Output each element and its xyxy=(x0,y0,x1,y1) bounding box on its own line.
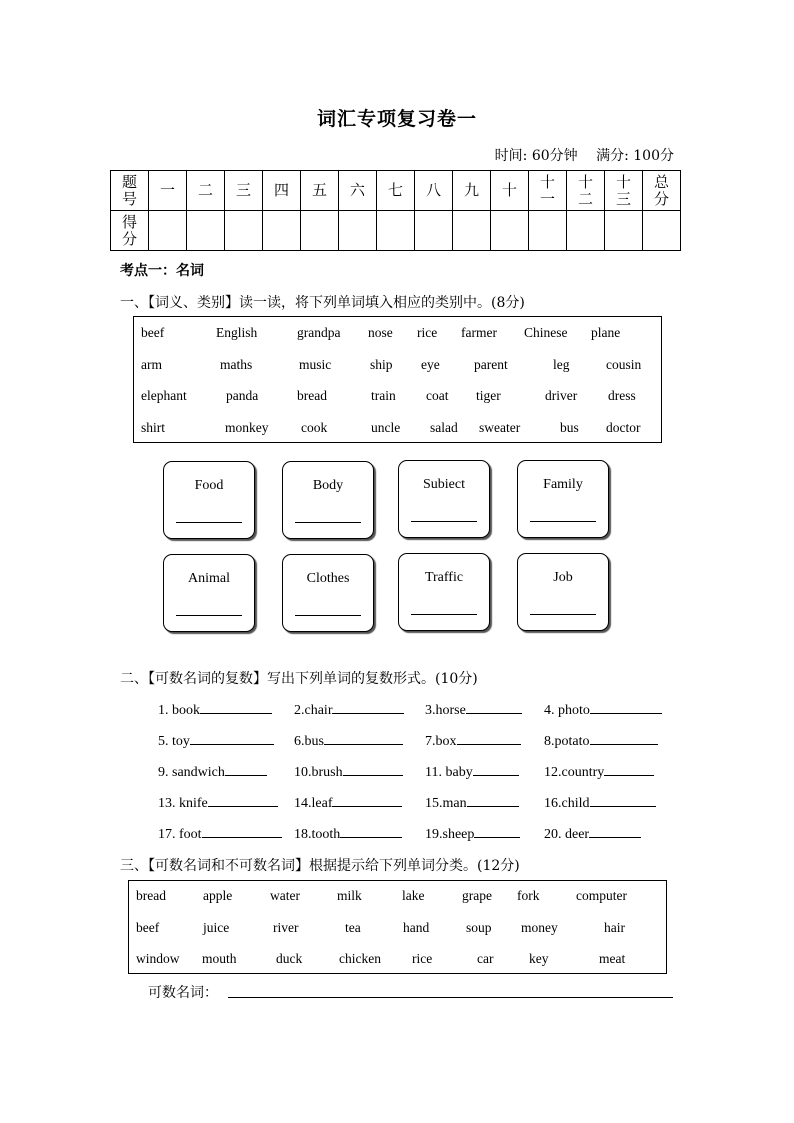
score-header-cell xyxy=(453,171,491,211)
category-answer-blank[interactable] xyxy=(295,615,361,616)
plural-word: 20. deer xyxy=(544,827,590,842)
word-item: grandpa xyxy=(297,325,341,340)
score-header-cell-char: 十 xyxy=(577,172,593,191)
word-item: money xyxy=(521,919,558,935)
plural-word: 12.country xyxy=(544,765,605,780)
word-item: sweater xyxy=(479,419,521,435)
plural-answer-blank[interactable] xyxy=(202,824,282,838)
plural-item xyxy=(158,762,267,781)
question-3-title: 三、【可数名词和不可数名词】根据提示给下列单词分类。(12分) xyxy=(120,858,520,874)
plural-item xyxy=(158,824,282,843)
plural-item xyxy=(425,700,522,719)
category-label: Job xyxy=(553,570,573,585)
score-input-cell[interactable] xyxy=(567,211,605,251)
plural-answer-blank[interactable] xyxy=(467,793,519,807)
category-label: Animal xyxy=(188,571,230,586)
word-item: rice xyxy=(417,325,438,340)
category-box xyxy=(517,460,609,538)
score-table xyxy=(110,170,681,251)
word-item: nose xyxy=(368,325,393,340)
word-item: tiger xyxy=(476,388,501,403)
score-header-cell-char: 一 xyxy=(539,189,555,208)
question-1-title: 一、【词义、类别】读一读，将下列单词填入相应的类别中。(8分) xyxy=(120,295,525,311)
plural-word: 4. photo xyxy=(544,703,590,718)
plural-item xyxy=(425,824,520,843)
word-item: plane xyxy=(591,325,621,340)
plural-word: 5. toy xyxy=(158,734,190,749)
plural-word: 2.chair xyxy=(294,703,333,718)
category-answer-blank[interactable] xyxy=(530,614,596,615)
word-item: bread xyxy=(297,388,327,403)
plural-answer-blank[interactable] xyxy=(332,793,402,807)
score-header-cell-char: 四 xyxy=(273,181,289,199)
category-box xyxy=(282,461,374,539)
plural-answer-blank[interactable] xyxy=(590,731,658,745)
word-item: window xyxy=(136,951,180,966)
score-input-cell[interactable] xyxy=(225,211,263,251)
score-header-cell-char: 总 xyxy=(653,172,669,191)
category-answer-blank[interactable] xyxy=(176,522,242,523)
plural-word: 6.bus xyxy=(294,734,324,749)
word-item: lake xyxy=(402,888,425,903)
countable-label: 可数名词： xyxy=(148,985,218,1001)
score-input-cell[interactable] xyxy=(149,211,187,251)
word-item: parent xyxy=(474,356,508,372)
score-input-cell[interactable] xyxy=(339,211,377,251)
word-item: Chinese xyxy=(524,325,568,340)
word-item: uncle xyxy=(371,419,401,435)
word-item: car xyxy=(477,951,494,966)
plural-word: 16.child xyxy=(544,796,590,811)
plural-answer-blank[interactable] xyxy=(324,731,403,745)
word-item: meat xyxy=(599,951,626,966)
plural-answer-blank[interactable] xyxy=(590,700,662,714)
word-item: leg xyxy=(553,356,570,372)
category-box xyxy=(398,553,490,631)
score-header-cell xyxy=(567,171,605,211)
score-row-label-score-char: 分 xyxy=(121,229,137,248)
plural-answer-blank[interactable] xyxy=(332,700,404,714)
score-header-cell xyxy=(605,171,643,211)
word-item: shirt xyxy=(141,419,166,435)
word-item: dress xyxy=(608,388,636,403)
category-box xyxy=(163,461,255,539)
word-item: music xyxy=(299,356,332,372)
plural-item xyxy=(544,793,656,812)
plural-word: 15.man xyxy=(425,796,467,811)
category-box xyxy=(282,554,374,632)
plural-word: 19.sheep xyxy=(425,827,475,842)
word-item: bus xyxy=(560,419,579,435)
word-item: chicken xyxy=(339,951,381,966)
plural-item xyxy=(158,731,274,750)
category-answer-blank[interactable] xyxy=(176,615,242,616)
score-input-cell[interactable] xyxy=(263,211,301,251)
score-header-cell-char: 七 xyxy=(387,181,403,199)
time-limit: 时间: 60分钟 xyxy=(494,148,578,164)
word-item: English xyxy=(216,325,258,340)
score-input-cell[interactable] xyxy=(187,211,225,251)
word-item: grape xyxy=(462,888,492,903)
score-header-cell xyxy=(377,171,415,211)
plural-answer-blank[interactable] xyxy=(225,762,267,776)
score-header-cell-char: 分 xyxy=(653,189,669,208)
plural-answer-blank[interactable] xyxy=(208,793,278,807)
score-header-cell-char: 三 xyxy=(615,189,631,208)
category-answer-blank[interactable] xyxy=(411,521,477,522)
word-item: beef xyxy=(136,919,160,935)
score-input-cell[interactable] xyxy=(491,211,529,251)
plural-answer-blank[interactable] xyxy=(466,700,522,714)
plural-item xyxy=(294,824,402,843)
question-1-word-box xyxy=(133,316,662,443)
score-input-cell[interactable] xyxy=(377,211,415,251)
word-item: ship xyxy=(370,356,393,372)
word-item: bread xyxy=(136,888,166,903)
score-header-cell xyxy=(263,171,301,211)
plural-answer-blank[interactable] xyxy=(343,762,403,776)
word-item: mouth xyxy=(202,951,237,966)
plural-word: 18.tooth xyxy=(294,827,341,842)
word-item: driver xyxy=(545,388,578,403)
score-header-cell-char: 十 xyxy=(539,172,555,191)
plural-item xyxy=(294,793,402,812)
category-box xyxy=(517,553,609,631)
category-label: Subiect xyxy=(423,477,465,492)
plural-word: 9. sandwich xyxy=(158,765,225,780)
word-item: rice xyxy=(412,951,433,966)
plural-answer-blank[interactable] xyxy=(589,824,641,838)
plural-answer-blank[interactable] xyxy=(190,731,274,745)
plural-word: 3.horse xyxy=(425,703,466,718)
plural-item xyxy=(158,793,278,812)
page-title: 词汇专项复习卷一 xyxy=(316,108,477,130)
word-item: water xyxy=(270,888,300,903)
plural-item xyxy=(294,700,404,719)
word-item: computer xyxy=(576,888,627,903)
word-item: monkey xyxy=(225,419,269,435)
word-item: arm xyxy=(141,356,162,372)
category-box xyxy=(163,554,255,632)
word-item: farmer xyxy=(461,325,497,340)
score-header-cell xyxy=(187,171,225,211)
category-label: Body xyxy=(312,478,344,493)
plural-word: 7.box xyxy=(425,734,457,749)
plural-item xyxy=(425,731,521,750)
plural-word: 11. baby xyxy=(425,765,473,780)
score-row-label-question-char: 题 xyxy=(121,172,137,191)
word-item: juice xyxy=(203,919,230,935)
word-item: apple xyxy=(203,888,233,903)
score-input-cell[interactable] xyxy=(643,211,681,251)
score-header-cell-char: 九 xyxy=(463,181,479,199)
score-header-cell xyxy=(415,171,453,211)
question-2-title: 二、【可数名词的复数】写出下列单词的复数形式。(10分) xyxy=(120,671,478,687)
score-header-cell xyxy=(643,171,681,211)
score-header-cell xyxy=(225,171,263,211)
plural-answer-blank[interactable] xyxy=(473,762,519,776)
word-item: soup xyxy=(466,919,492,935)
score-row-label-question xyxy=(111,171,149,211)
score-header-cell-char: 二 xyxy=(577,189,593,208)
word-item: milk xyxy=(337,888,362,903)
word-item: key xyxy=(529,951,549,966)
score-header-cell xyxy=(301,171,339,211)
word-item: fork xyxy=(517,888,540,903)
score-header-cell xyxy=(491,171,529,211)
category-box xyxy=(398,460,490,538)
score-header-cell-char: 十 xyxy=(501,181,517,199)
plural-word: 8.potato xyxy=(544,734,590,749)
category-answer-blank[interactable] xyxy=(411,614,477,615)
score-header-row xyxy=(111,171,681,211)
score-header-cell xyxy=(529,171,567,211)
word-item: cook xyxy=(301,419,328,435)
word-item: panda xyxy=(226,388,259,403)
word-item: river xyxy=(273,919,299,935)
plural-item xyxy=(158,700,272,719)
score-header-cell xyxy=(339,171,377,211)
plural-word: 10.brush xyxy=(294,765,343,780)
word-item: beef xyxy=(141,325,165,340)
word-item: tea xyxy=(345,919,361,935)
category-label: Food xyxy=(194,478,224,493)
word-item: duck xyxy=(276,951,303,966)
score-header-cell xyxy=(149,171,187,211)
score-header-cell-char: 五 xyxy=(311,181,327,199)
score-header-cell-char: 三 xyxy=(235,181,251,199)
word-item: elephant xyxy=(141,388,187,403)
plural-item xyxy=(294,731,403,750)
word-item: hand xyxy=(403,919,430,935)
plural-item xyxy=(544,700,662,719)
category-answer-blank[interactable] xyxy=(295,522,361,523)
plural-answer-blank[interactable] xyxy=(604,762,654,776)
category-label: Family xyxy=(543,477,583,492)
plural-item xyxy=(544,824,641,843)
plural-answer-blank[interactable] xyxy=(200,700,272,714)
word-item: salad xyxy=(430,419,458,435)
score-header-cell-char: 八 xyxy=(425,181,441,199)
category-label: Traffic xyxy=(424,570,464,585)
score-header-cell-char: 十 xyxy=(615,172,631,191)
question-3-word-box xyxy=(128,880,667,974)
score-header-cell-char: 二 xyxy=(197,181,213,199)
plural-answer-blank[interactable] xyxy=(457,731,521,745)
score-input-cell[interactable] xyxy=(301,211,339,251)
plural-item xyxy=(294,762,403,781)
score-input-cell[interactable] xyxy=(605,211,643,251)
plural-word: 17. foot xyxy=(158,827,202,842)
full-score: 满分: 100分 xyxy=(596,148,674,164)
plural-item xyxy=(544,762,654,781)
word-item: hair xyxy=(604,919,625,935)
plural-answer-blank[interactable] xyxy=(340,824,402,838)
countable-answer-blank[interactable] xyxy=(228,997,673,998)
plural-word: 1. book xyxy=(158,703,200,718)
score-input-cell[interactable] xyxy=(453,211,491,251)
plural-word: 13. knife xyxy=(158,796,208,811)
score-input-cell[interactable] xyxy=(415,211,453,251)
section-point-title: 考点一：名词 xyxy=(120,263,204,279)
word-item: train xyxy=(371,388,396,403)
score-header-cell-char: 一 xyxy=(159,181,175,199)
word-item: coat xyxy=(426,388,449,403)
word-item: cousin xyxy=(606,356,642,372)
word-item: maths xyxy=(220,356,253,372)
plural-answer-blank[interactable] xyxy=(590,793,656,807)
plural-item xyxy=(425,793,519,812)
countable-answer-line xyxy=(148,982,218,1002)
score-row-label-score xyxy=(111,211,149,251)
time-info xyxy=(481,145,674,165)
category-answer-blank[interactable] xyxy=(530,521,596,522)
plural-item xyxy=(544,731,658,750)
score-input-cell[interactable] xyxy=(529,211,567,251)
word-item: eye xyxy=(421,356,440,372)
score-row-label-question-char: 号 xyxy=(121,189,137,208)
plural-answer-blank[interactable] xyxy=(474,824,520,838)
plural-item xyxy=(425,762,519,781)
category-label: Clothes xyxy=(306,571,350,586)
score-header-cell-char: 六 xyxy=(349,181,365,199)
plural-word: 14.leaf xyxy=(294,796,333,811)
score-value-row xyxy=(111,211,681,251)
score-row-label-score-char: 得 xyxy=(121,212,137,231)
word-item: doctor xyxy=(606,419,641,435)
